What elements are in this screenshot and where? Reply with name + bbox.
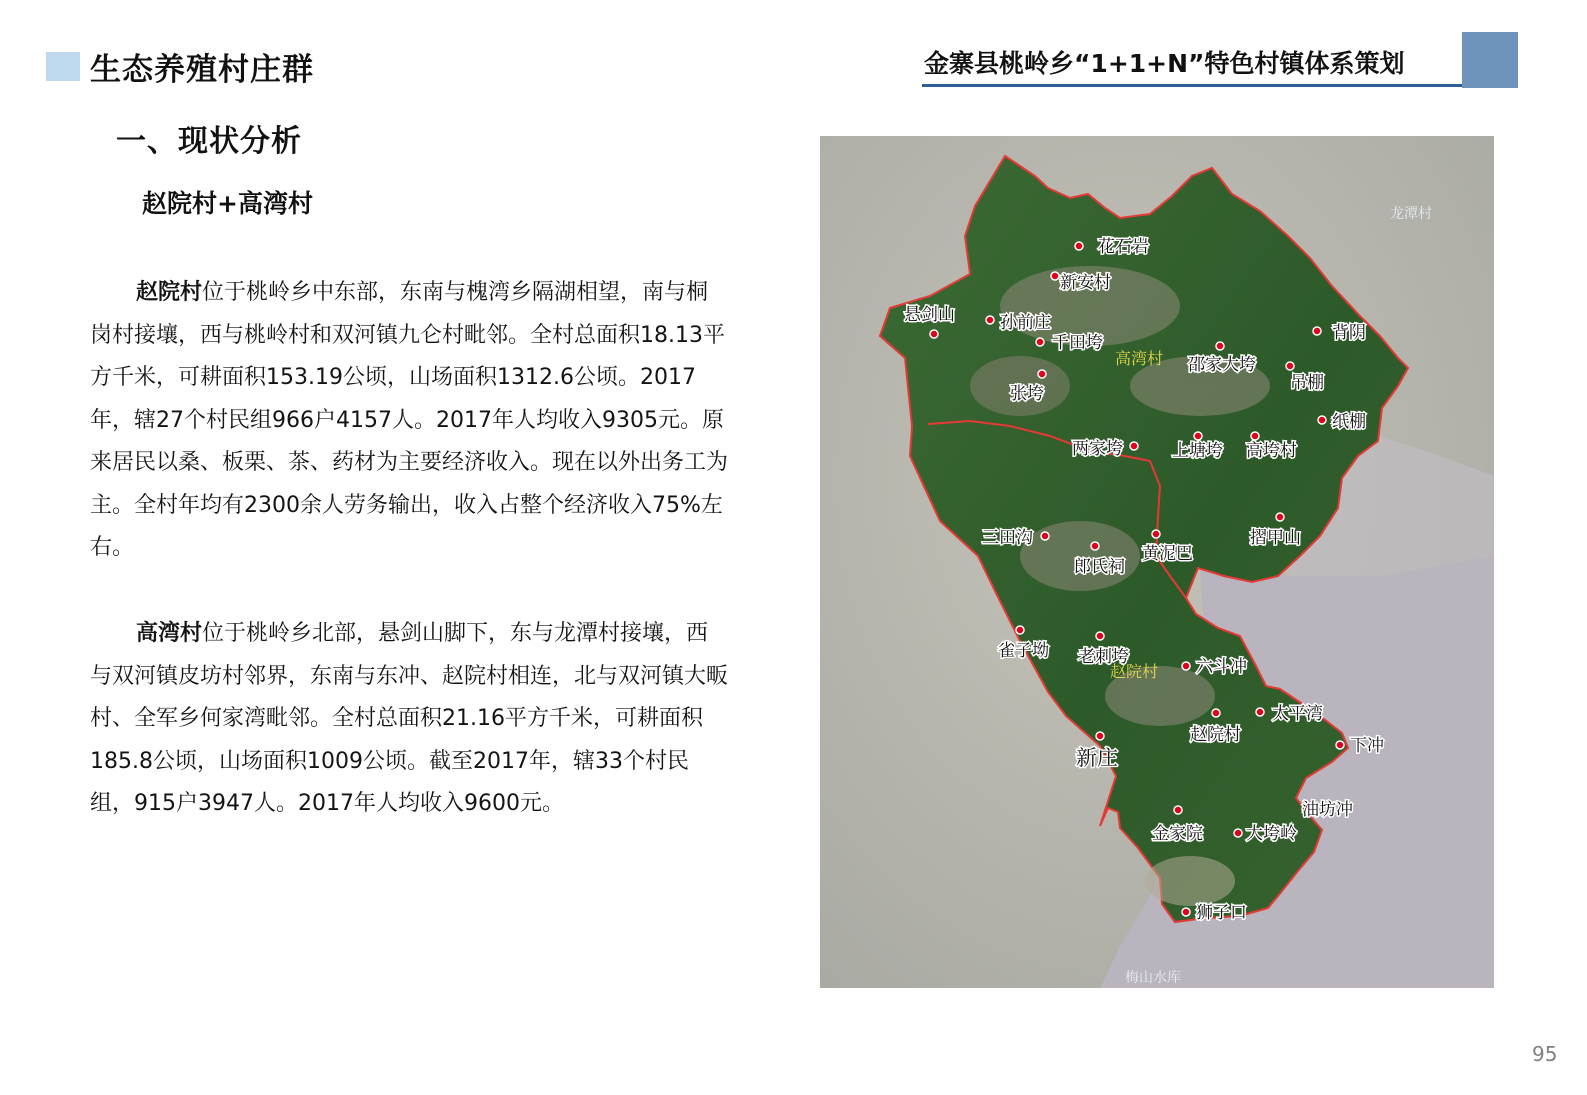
document-title: 金寨县桃岭乡“1+1+N”特色村镇体系策划 xyxy=(924,49,1405,78)
place-marker xyxy=(1041,532,1049,540)
village-label: 高湾村 xyxy=(1115,349,1164,368)
place-label: 邵家大垮 xyxy=(1188,355,1256,375)
place-label: 三田沟 xyxy=(982,528,1033,548)
paragraph-body: 位于桃岭乡北部，悬剑山脚下，东与龙潭村接壤，西与双河镇皮坊村邻界，东南与东冲、赵院村相连，北与双河镇大畈村、全军乡何家湾毗邻。全村总面积21.16平方千米，可耕面积185.8公顷，山场面积1009公顷。截至2017年，辖33个村民组，915户3947人。2017年人均收入9600元。 xyxy=(90,621,729,816)
place-marker xyxy=(1318,416,1326,424)
place-marker xyxy=(1256,708,1264,716)
heading-villages: 赵院村+高湾村 xyxy=(142,189,313,218)
header-accent-block xyxy=(1462,32,1518,88)
place-marker xyxy=(1251,432,1259,440)
paragraph-zhaoyuan xyxy=(90,272,730,570)
place-label: 吊棚 xyxy=(1290,373,1324,393)
place-label: 新安村 xyxy=(1060,273,1111,293)
place-label: 油坊冲 xyxy=(1302,800,1353,820)
place-marker xyxy=(1313,327,1321,335)
place-marker xyxy=(1212,709,1220,717)
place-marker xyxy=(1234,829,1242,837)
place-label: 大垮岭 xyxy=(1246,824,1297,844)
place-marker xyxy=(1152,530,1160,538)
place-marker xyxy=(1130,442,1138,450)
place-label: 背阴 xyxy=(1332,323,1366,343)
place-label: 张垮 xyxy=(1010,384,1044,404)
map-background-label: 梅山水库 xyxy=(1125,970,1181,986)
place-label: 高垮村 xyxy=(1246,441,1297,461)
place-label: 太平湾 xyxy=(1272,704,1323,724)
place-marker xyxy=(1286,362,1294,370)
place-marker xyxy=(1216,342,1224,350)
place-label: 老刺垮 xyxy=(1078,647,1129,667)
place-marker xyxy=(1038,370,1046,378)
paragraph-gaowan xyxy=(90,613,730,826)
paragraph-lead: 高湾村 xyxy=(136,621,203,646)
place-marker xyxy=(1036,338,1044,346)
place-marker xyxy=(1051,272,1059,280)
place-label: 千田垮 xyxy=(1052,333,1103,353)
place-marker xyxy=(1182,662,1190,670)
place-label: 两家垮 xyxy=(1072,439,1123,459)
place-marker xyxy=(986,316,994,324)
section-marker xyxy=(46,52,80,81)
place-marker xyxy=(1336,741,1344,749)
place-marker xyxy=(1276,513,1284,521)
place-marker xyxy=(1174,806,1182,814)
place-label: 郎氏祠 xyxy=(1074,557,1125,577)
place-label: 雀子坳 xyxy=(998,641,1049,661)
paragraph-lead: 赵院村 xyxy=(136,280,203,305)
place-label: 花石岩 xyxy=(1098,237,1149,257)
place-label: 下冲 xyxy=(1350,736,1384,756)
paragraph-body: 位于桃岭乡中东部，东南与槐湾乡隔湖相望，南与桐岗村接壤，西与桃岭村和双河镇九仑村毗邻。全村总面积18.13平方千米，可耕面积153.19公顷，山场面积1312.6公顷。2017年，辖27个村民组966户4157人。2017年人均收入9305元。原来居民以桑、板栗、茶、药材为主要经济收入。现在以外出务工为主。全村年均有2300余人劳务输出，收入占整个经济收入75%左右。 xyxy=(90,280,729,560)
section-title: 生态养殖村庄群 xyxy=(90,52,314,88)
place-marker xyxy=(1096,732,1104,740)
place-label: 黄泥巴 xyxy=(1142,544,1193,564)
place-label: 纸棚 xyxy=(1332,412,1366,432)
place-label: 悬剑山 xyxy=(904,305,955,325)
place-label: 上塘垮 xyxy=(1172,441,1223,461)
place-label: 摺甲山 xyxy=(1250,528,1301,548)
place-marker xyxy=(1091,542,1099,550)
place-label: 赵院村 xyxy=(1190,725,1241,745)
satellite-map xyxy=(820,136,1494,988)
page-number: 95 xyxy=(1532,1042,1558,1066)
place-marker xyxy=(1182,908,1190,916)
header-underline xyxy=(922,84,1462,87)
place-label: 六斗冲 xyxy=(1196,657,1247,677)
heading-analysis: 一、现状分析 xyxy=(116,124,302,159)
place-label: 新庄 xyxy=(1076,746,1118,770)
place-marker xyxy=(1075,242,1083,250)
place-label: 狮子口 xyxy=(1196,903,1247,923)
village-label: 赵院村 xyxy=(1110,662,1159,681)
place-marker xyxy=(1194,432,1202,440)
place-marker xyxy=(1096,632,1104,640)
map-background-label: 龙潭村 xyxy=(1390,206,1432,222)
place-marker xyxy=(930,330,938,338)
place-marker xyxy=(1016,626,1024,634)
place-label: 金家院 xyxy=(1152,824,1203,844)
place-label: 孙前庄 xyxy=(1000,313,1051,333)
